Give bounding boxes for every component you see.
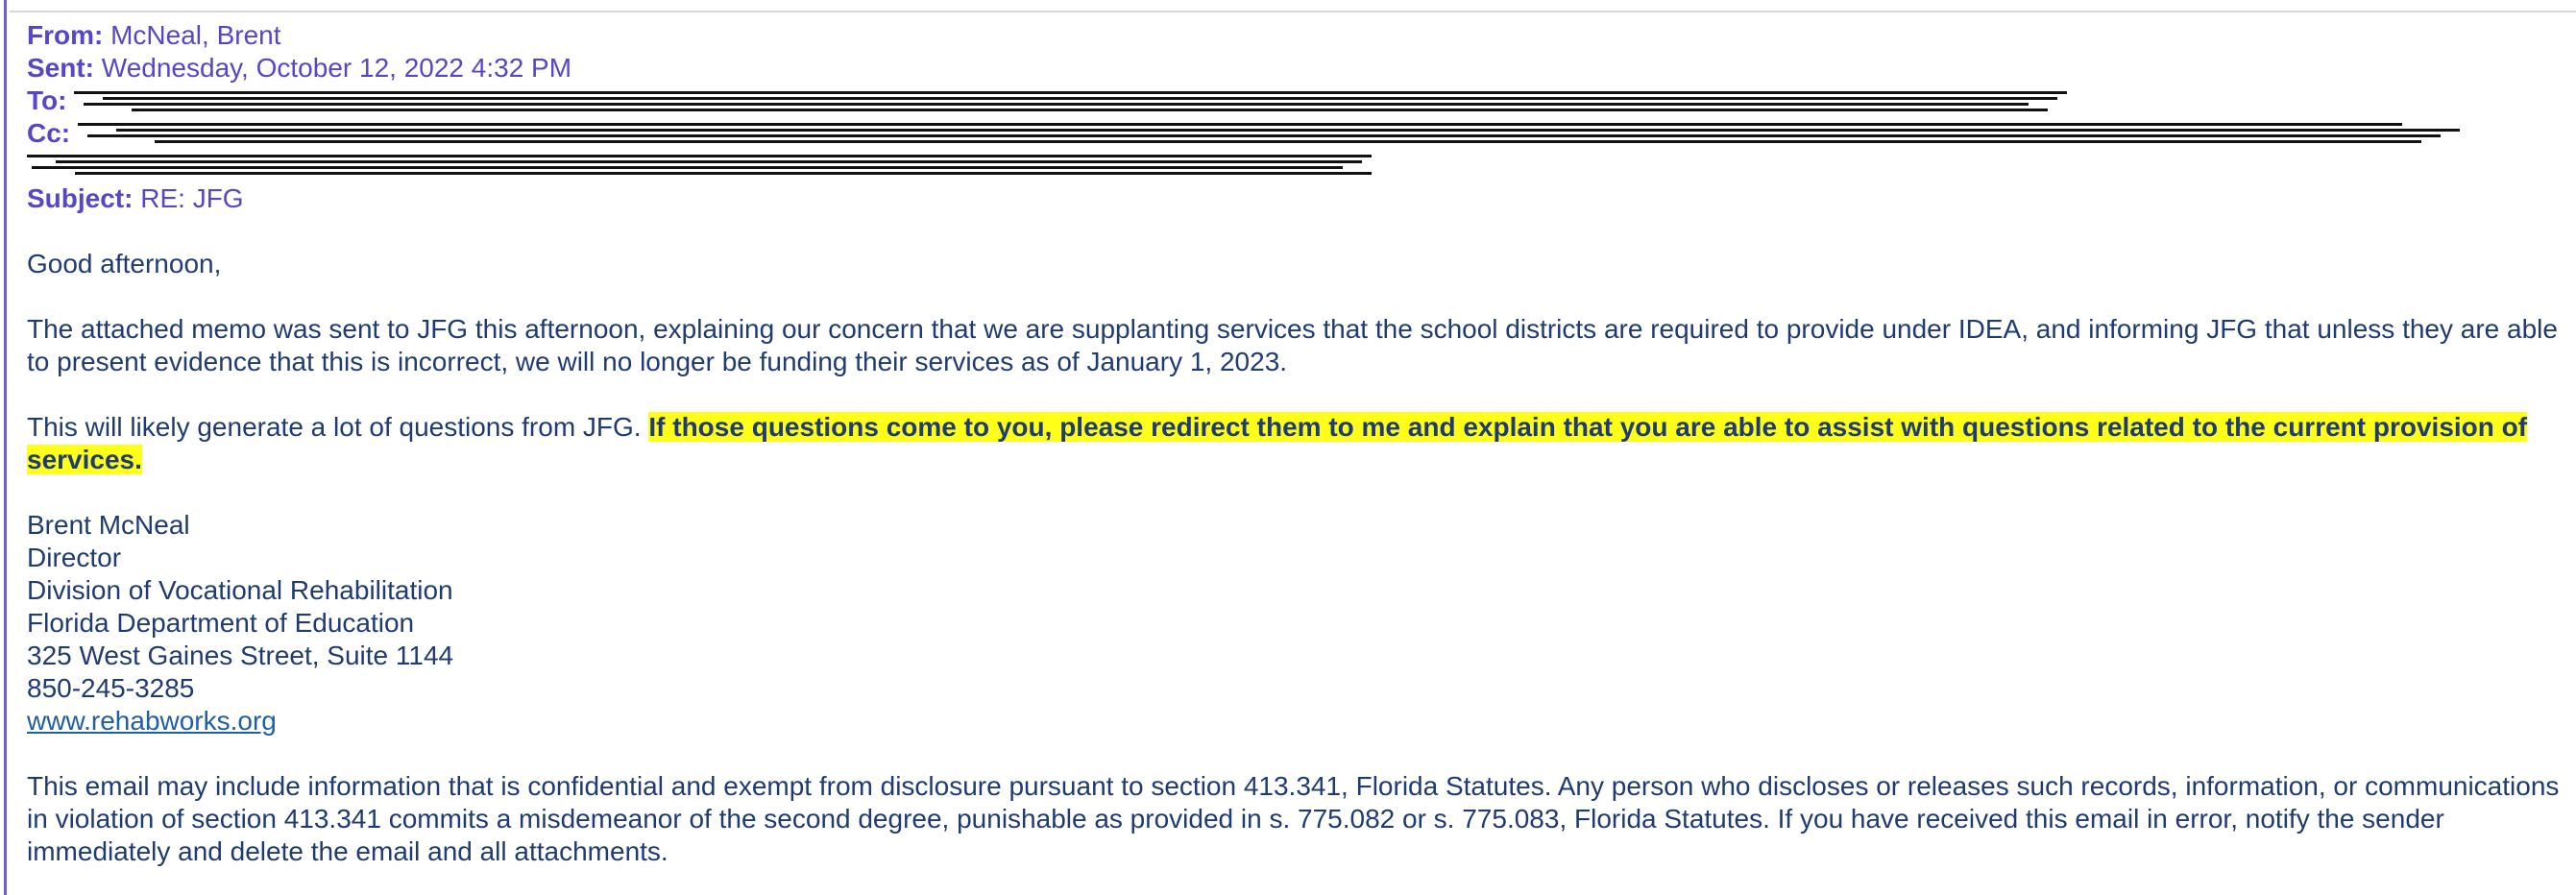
from-line: [27, 19, 2563, 52]
email-content: [27, 19, 2563, 868]
sent-value: Wednesday, October 12, 2022 4:32 PM: [101, 53, 572, 83]
to-redacted-recipients: [74, 85, 2067, 117]
signature-division: Division of Vocational Rehabilitation: [27, 575, 453, 605]
subject-label: Subject:: [27, 183, 134, 213]
cc-line-continued: [27, 150, 2563, 182]
cc-redacted-recipients: [78, 117, 2460, 150]
from-label: From:: [27, 20, 104, 50]
subject-line: [27, 182, 2563, 215]
signature-department: Florida Department of Education: [27, 608, 415, 638]
quote-bar: [4, 0, 7, 895]
signature-name: Brent McNeal: [27, 510, 190, 540]
body-paragraph-1: The attached memo was sent to JFG this afternoon, explaining our concern that we are supplanting services that the school districts are required to provide under IDEA, and informing JFG that unless they are able to present evidence that this is incorrect, we will no longer be funding their services as of January 1, 2023.: [27, 314, 2558, 376]
cc-label: Cc:: [27, 118, 71, 148]
sent-label: Sent:: [27, 53, 94, 83]
subject-value: RE: JFG: [140, 183, 244, 213]
signature-block: [27, 509, 2563, 738]
to-label: To:: [27, 85, 67, 115]
signature-website-link[interactable]: www.rehabworks.org: [27, 706, 277, 736]
cc-redacted-recipients-2: [27, 150, 1372, 182]
sent-line: [27, 52, 2563, 85]
from-value[interactable]: McNeal, Brent: [110, 20, 281, 50]
signature-address: 325 West Gaines Street, Suite 1144: [27, 641, 454, 670]
body-paragraph-2-plain: This will likely generate a lot of questions from JFG.: [27, 412, 649, 442]
body-paragraph-2: [27, 411, 2563, 476]
cc-line: [27, 117, 2563, 150]
signature-title: Director: [27, 543, 122, 572]
header-divider: [10, 11, 2576, 12]
to-line: [27, 85, 2563, 117]
greeting: Good afternoon,: [27, 249, 222, 278]
signature-phone: 850-245-3285: [27, 673, 195, 703]
highlighted-instruction: If those questions come to you, please redirect them to me and explain that you are able to assist with questions related to the current provision of services.: [27, 412, 2528, 474]
confidentiality-disclaimer: This email may include information that is confidential and exempt from disclosure pursuant to section 413.341, Florida Statutes. Any person who discloses or releases such records, information, or communications in violation of section 413.341 commits a misdemeanor of the second degree, punishable as provided in s. 775.082 or s. 775.083, Florida Statutes. If you have received this email in error, notify the sender immediately and delete the email and all attachments.: [27, 771, 2560, 866]
